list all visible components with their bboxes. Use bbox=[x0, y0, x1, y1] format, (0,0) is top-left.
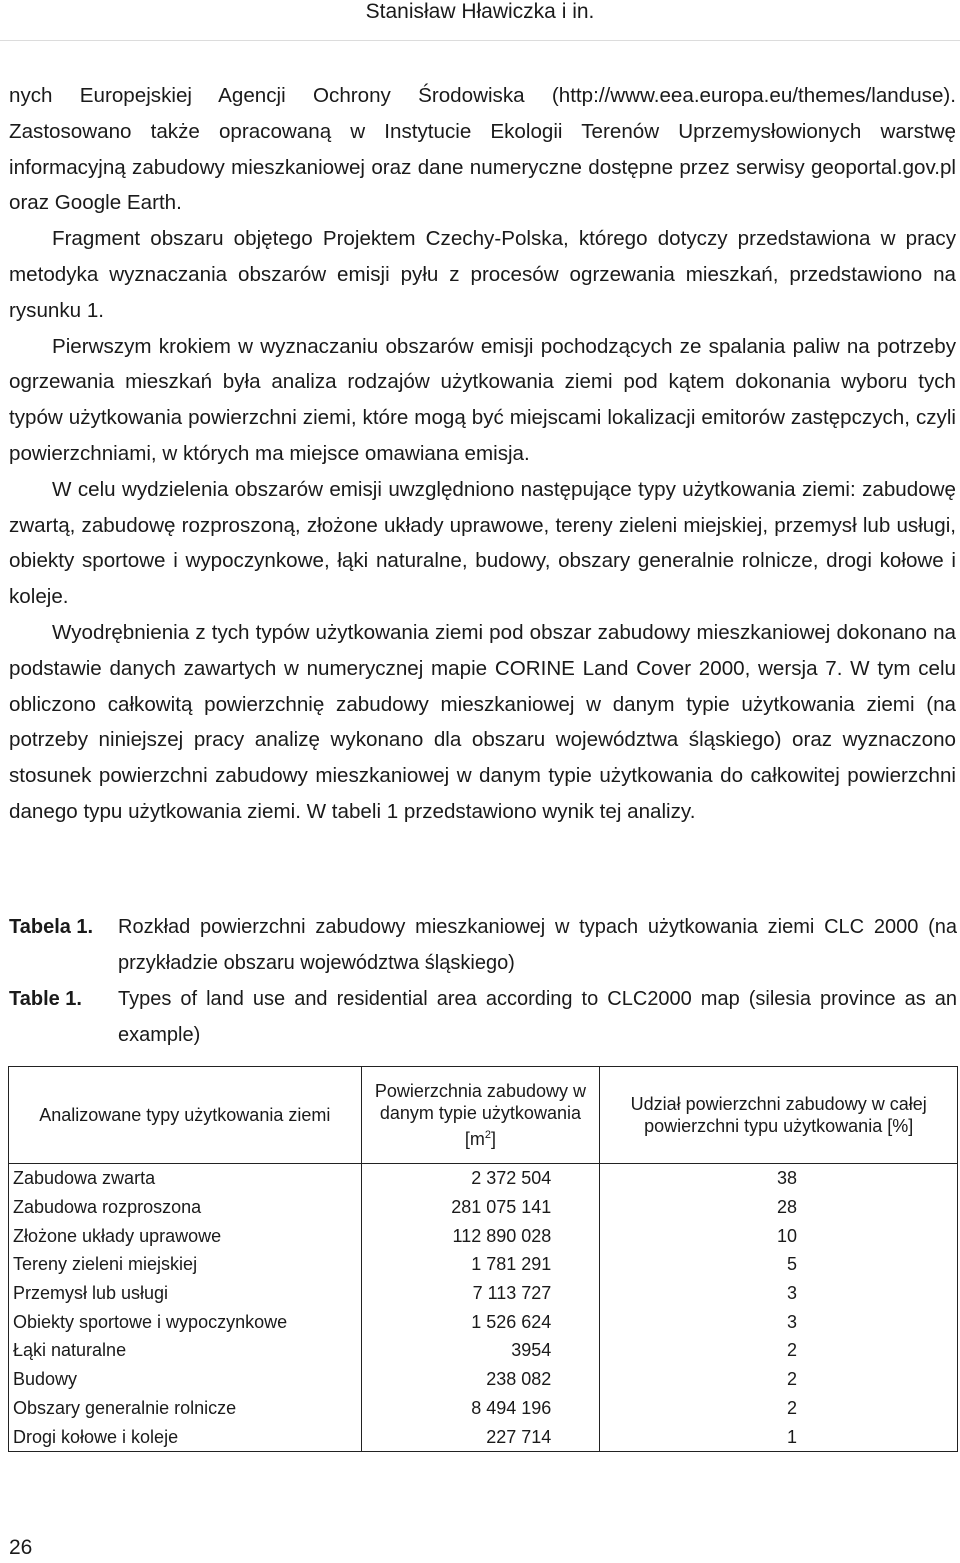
cell-land-use-type: Zabudowa zwarta bbox=[9, 1164, 362, 1193]
header-area-bracket: ] bbox=[490, 1129, 496, 1149]
cell-land-use-type: Obszary generalnie rolnicze bbox=[9, 1394, 362, 1423]
table-header-row bbox=[9, 1067, 958, 1164]
cell-share-percent: 2 bbox=[600, 1336, 958, 1365]
header-area-text: Powierzchnia zabudowy w danym typie użytkowania [m bbox=[374, 1081, 586, 1149]
table-row bbox=[9, 1193, 958, 1222]
cell-land-use-type: Drogi kołowe i koleje bbox=[9, 1422, 362, 1451]
body-text bbox=[9, 78, 956, 830]
table-row bbox=[9, 1336, 958, 1365]
table-row bbox=[9, 1422, 958, 1451]
paragraph: Pierwszym krokiem w wyznaczaniu obszarów emisji pochodzących ze spalania paliw na potrzeby ogrzewania mieszkań była analiza rodzajów użytkowania ziemi pod kątem dokonania wyboru tych typów użytkowania powierzchni ziemi, które mogą być miejscami lokalizacji emitorów zastępczych, czyli powierzchniami, w których ma miejsce omawiana emisja. bbox=[9, 334, 956, 465]
cell-land-use-type: Zabudowa rozproszona bbox=[9, 1193, 362, 1222]
cell-built-up-area: 7 113 727 bbox=[361, 1279, 600, 1308]
cell-land-use-type: Tereny zieleni miejskiej bbox=[9, 1250, 362, 1279]
cell-built-up-area: 1 526 624 bbox=[361, 1307, 600, 1336]
cell-built-up-area: 227 714 bbox=[361, 1422, 600, 1451]
cell-land-use-type: Łąki naturalne bbox=[9, 1336, 362, 1365]
cell-land-use-type: Obiekty sportowe i wypoczynkowe bbox=[9, 1307, 362, 1336]
caption-text-en: Types of land use and residential area according to CLC2000 map (silesia province as an example) bbox=[118, 988, 957, 1046]
header-built-up-area bbox=[361, 1067, 600, 1164]
table-row bbox=[9, 1221, 958, 1250]
table-row bbox=[9, 1307, 958, 1336]
cell-built-up-area: 238 082 bbox=[361, 1365, 600, 1394]
caption-label-en: Table 1. bbox=[9, 988, 82, 1010]
cell-built-up-area: 2 372 504 bbox=[361, 1164, 600, 1193]
caption-label-pl: Tabela 1. bbox=[9, 916, 94, 938]
table-body bbox=[9, 1164, 958, 1452]
table-row bbox=[9, 1365, 958, 1394]
cell-share-percent: 3 bbox=[600, 1307, 958, 1336]
header-land-use-type: Analizowane typy użytkowania ziemi bbox=[9, 1067, 362, 1164]
cell-share-percent: 10 bbox=[600, 1221, 958, 1250]
paragraph: Wyodrębnienia z tych typów użytkowania ziemi pod obszar zabudowy mieszkaniowej dokonano na podstawie danych zawartych w numerycznej mapie CORINE Land Cover 2000, wersja 7. W tym celu obliczono całkowitą powierzchnię zabudowy mieszkaniowej w danym typie użytkowania ziemi (na potrzeby niniejszej pracy analizę wykonano dla obszaru województwa śląskiego) oraz wyznaczono stosunek powierzchni zabudowy mieszkaniowej w danym typie użytkowania do całkowitej powierzchni danego typu użytkowania ziemi. W tabeli 1 przedstawiono wynik tej analizy. bbox=[9, 620, 956, 823]
cell-land-use-type: Budowy bbox=[9, 1365, 362, 1394]
cell-built-up-area: 281 075 141 bbox=[361, 1193, 600, 1222]
cell-share-percent: 1 bbox=[600, 1422, 958, 1451]
caption-english bbox=[9, 981, 957, 1053]
table-row bbox=[9, 1279, 958, 1308]
paragraph: Fragment obszaru objętego Projektem Czechy-Polska, którego dotyczy przedstawiona w pracy metodyka wyznaczania obszarów emisji pyłu z procesów ogrzewania mieszkań, przedstawiono na rysunku 1. bbox=[9, 227, 956, 322]
cell-built-up-area: 1 781 291 bbox=[361, 1250, 600, 1279]
running-title: Stanisław Hławiczka i in. bbox=[365, 0, 595, 23]
header-area-superscript: 2 bbox=[484, 1129, 491, 1141]
page-number: 26 bbox=[9, 1536, 33, 1559]
header-share-percent: Udział powierzchni zabudowy w całej powierzchni typu użytkowania [%] bbox=[600, 1067, 958, 1164]
caption-polish bbox=[9, 909, 957, 981]
table-caption bbox=[9, 909, 957, 1053]
table-row bbox=[9, 1394, 958, 1423]
caption-text-pl: Rozkład powierzchni zabudowy mieszkaniowej w typach użytkowania ziemi CLC 2000 (na przykładzie obszaru województwa śląskiego) bbox=[118, 916, 957, 974]
cell-built-up-area: 8 494 196 bbox=[361, 1394, 600, 1423]
page-header bbox=[0, 0, 960, 41]
cell-share-percent: 2 bbox=[600, 1394, 958, 1423]
table-row bbox=[9, 1164, 958, 1193]
cell-share-percent: 5 bbox=[600, 1250, 958, 1279]
cell-share-percent: 3 bbox=[600, 1279, 958, 1308]
land-use-table bbox=[8, 1066, 958, 1452]
cell-share-percent: 28 bbox=[600, 1193, 958, 1222]
cell-built-up-area: 112 890 028 bbox=[361, 1221, 600, 1250]
paragraph: nych Europejskiej Agencji Ochrony Środowiska (http://www.eea.europa.eu/themes/landuse). Zastosowano także opracowaną w Instytucie Ekologii Terenów Uprzemysłowionych warstwę informacyjną zabudowy mieszkaniowej oraz dane numeryczne dostępne przez serwisy geoportal.gov.pl oraz Google Earth. bbox=[9, 84, 956, 215]
paragraph: W celu wydzielenia obszarów emisji uwzględniono następujące typy użytkowania ziemi: zabudowę zwartą, zabudowę rozproszoną, złożone układy uprawowe, tereny zieleni miejskiej, przemysł lub usługi, obiekty sportowe i wypoczynkowe, łąki naturalne, budowy, obszary generalnie rolnicze, drogi kołowe i koleje. bbox=[9, 477, 956, 609]
cell-land-use-type: Przemysł lub usługi bbox=[9, 1279, 362, 1308]
cell-land-use-type: Złożone układy uprawowe bbox=[9, 1221, 362, 1250]
cell-built-up-area: 3954 bbox=[361, 1336, 600, 1365]
table-row bbox=[9, 1250, 958, 1279]
cell-share-percent: 2 bbox=[600, 1365, 958, 1394]
cell-share-percent: 38 bbox=[600, 1164, 958, 1193]
